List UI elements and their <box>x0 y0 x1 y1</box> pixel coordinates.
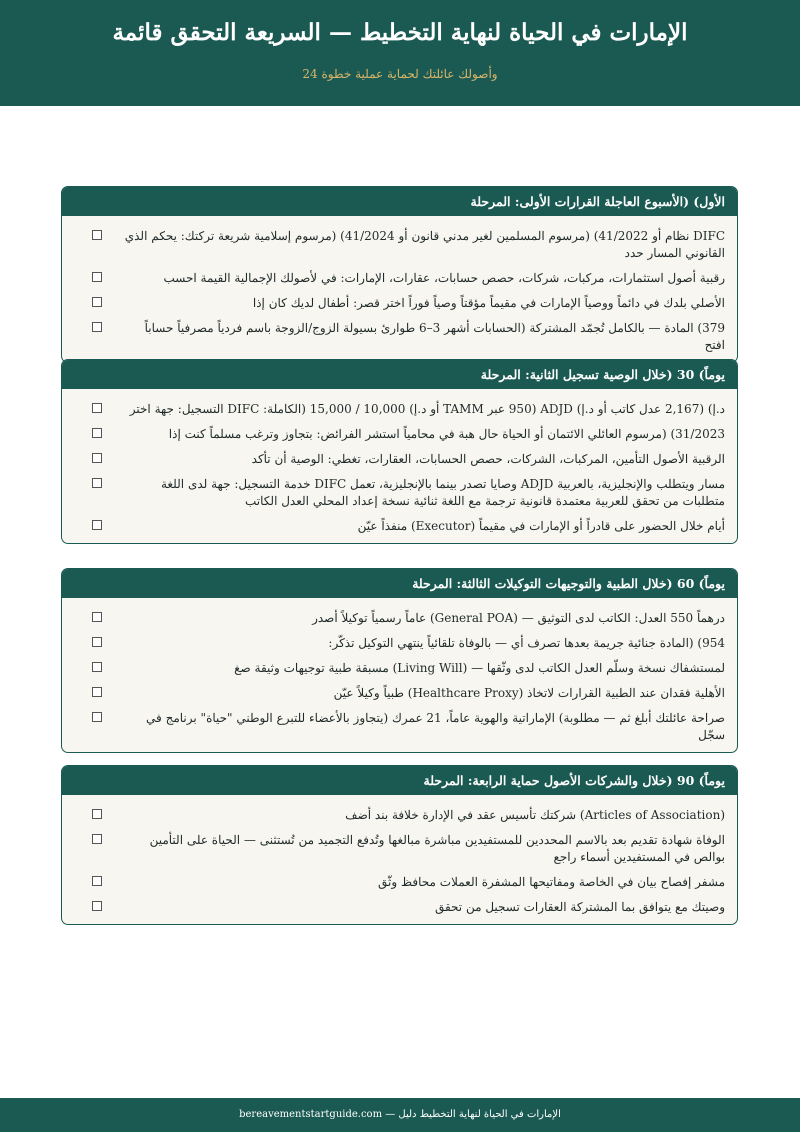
checklist-item[interactable]: مشفر إفصاح بيان في الخاصة ومفاتيحها المشفرة العملات محافظ وثّق <box>62 870 737 895</box>
phase-2-card <box>61 359 738 544</box>
checkbox-icon[interactable] <box>92 322 102 332</box>
checkbox-icon[interactable] <box>92 478 102 488</box>
phase-heading: يوماً) 60 (خلال الطبية والتوجيهات التوكيلات الثالثة: المرحلة <box>62 569 737 598</box>
checklist-item[interactable]: 31/2023) (مرسوم العائلي الائتمان أو الحياة حال هبة في محامياً استشر الفرائض: بتجاوز وترغب مسلماً كنت إذا <box>62 422 737 447</box>
checkbox-icon[interactable] <box>92 230 102 240</box>
checklist-item[interactable]: رقبية أصول استثمارات، مركبات، شركات، حصص حسابات، عقارات، الإمارات: في لأصولك الإجمالية القيمة احسب <box>62 266 737 291</box>
checklist-item[interactable]: الوفاة شهادة تقديم بعد بالاسم المحددين للمستفيدين مباشرة مبالغها وتُدفع التجميد من تُستثنى — الحياة على التأمين بوالص في المستفيدين أسماء راجع <box>62 828 737 870</box>
checklist-item[interactable]: الرقبية الأصول التأمين، المركبات، الشركات، حصص الحسابات، العقارات، تغطي: الوصية أن تأكد <box>62 447 737 472</box>
phase-heading: يوماً) 90 (خلال والشركات الأصول حماية الرابعة: المرحلة <box>62 766 737 795</box>
checklist-item[interactable]: 954) (المادة جنائية جريمة بعدها تصرف أي — بالوفاة تلقائياً ينتهي التوكيل تذكّر: <box>62 631 737 656</box>
page-header <box>0 0 800 106</box>
checklist-item[interactable]: الأهلية فقدان عند الطبية القرارات لاتخاذ (Healthcare Proxy) طبياً وكيلاً عيّن <box>62 681 737 706</box>
phase-3-card <box>61 568 738 753</box>
page-title: الإمارات في الحياة لنهاية التخطيط — السريعة التحقق قائمة <box>112 19 688 46</box>
checkbox-icon[interactable] <box>92 687 102 697</box>
checklist-item[interactable]: لمستشفاك نسخة وسلّم العدل الكاتب لدى وثّقها — (Living Will) مسبقة طبية توجيهات وثيقة صغ <box>62 656 737 681</box>
checklist-item[interactable]: درهماً 550 العدل: الكاتب لدى التوثيق — (General POA) عاماً رسمياً توكيلاً أصدر <box>62 606 737 631</box>
phase-heading: الأول) (الأسبوع العاجلة القرارات الأولى: المرحلة <box>62 187 737 216</box>
checkbox-icon[interactable] <box>92 520 102 530</box>
checkbox-icon[interactable] <box>92 712 102 722</box>
checklist-item[interactable]: صراحة عائلتك أبلغ ثم — مطلوبة) الإماراتية والهوية عاماً، 21 عمرك (يتجاوز بالأعضاء للتبرع الوطني "حياة" برنامج في سجّل <box>62 706 737 748</box>
checkbox-icon[interactable] <box>92 637 102 647</box>
checklist-item[interactable]: 379) المادة — بالكامل تُجمّد المشتركة (الحسابات أشهر 3–6 طوارئ بسيولة الزوج/الزوجة باسم فردياً مصرفياً حساباً افتح <box>62 316 737 358</box>
checkbox-icon[interactable] <box>92 612 102 622</box>
checklist-item[interactable]: وصيتك مع يتوافق بما المشتركة العقارات تسجيل من تحقق <box>62 895 737 920</box>
checkbox-icon[interactable] <box>92 809 102 819</box>
checkbox-icon[interactable] <box>92 901 102 911</box>
phase-heading: يوماً) 30 (خلال الوصية تسجيل الثانية: المرحلة <box>62 360 737 389</box>
page-footer <box>0 1098 800 1132</box>
phase-4-card <box>61 765 738 925</box>
checkbox-icon[interactable] <box>92 834 102 844</box>
page-subtitle: وأصولك عائلتك لحماية عملية خطوة 24 <box>302 67 498 81</box>
checkbox-icon[interactable] <box>92 403 102 413</box>
footer-text: الإمارات في الحياة لنهاية التخطيط دليل — bereavementstartguide.com <box>239 1109 561 1120</box>
checklist-item[interactable]: أيام خلال الحضور على قادراً أو الإمارات في مقيماً (Executor) منفذاً عيّن <box>62 514 737 539</box>
checklist-item[interactable]: الأصلي بلدك في دائماً ووصياً الإمارات في مقيماً مؤقتاً وصياً فوراً اختر قصر: أطفال لديك كان إذا <box>62 291 737 316</box>
checkbox-icon[interactable] <box>92 297 102 307</box>
phase-1-card <box>61 186 738 363</box>
checklist-item[interactable]: مسار ويتطلب والإنجليزية، بالعربية ADJD وصايا تصدر بينما بالإنجليزية، تعمل DIFC خدمة التسجيل: جهة لدى اللغة متطلبات من تحقق للعربية معتمدة قانونية ترجمة مع اللغة ثنائية نسخة إعداد المحلي العدل الكاتب <box>62 472 737 514</box>
checklist-item[interactable]: (Articles of Association) شركتك تأسيس عقد في الإدارة خلافة بند أضف <box>62 803 737 828</box>
checkbox-icon[interactable] <box>92 428 102 438</box>
checklist-item[interactable]: DIFC نظام أو 41/2022) (مرسوم المسلمين لغير مدني قانون أو 41/2024) (مرسوم إسلامية شريعة تركتك: يحكم الذي القانوني المسار حدد <box>62 224 737 266</box>
checkbox-icon[interactable] <box>92 662 102 672</box>
checkbox-icon[interactable] <box>92 876 102 886</box>
checkbox-icon[interactable] <box>92 272 102 282</box>
checkbox-icon[interactable] <box>92 453 102 463</box>
checklist-item[interactable]: د.إ) (2,167 عدل كاتب أو د.إ) ADJD (950 عبر TAMM أو د.إ) 10,000 / 15,000 (الكاملة: DIFC التسجيل: جهة اختر <box>62 397 737 422</box>
